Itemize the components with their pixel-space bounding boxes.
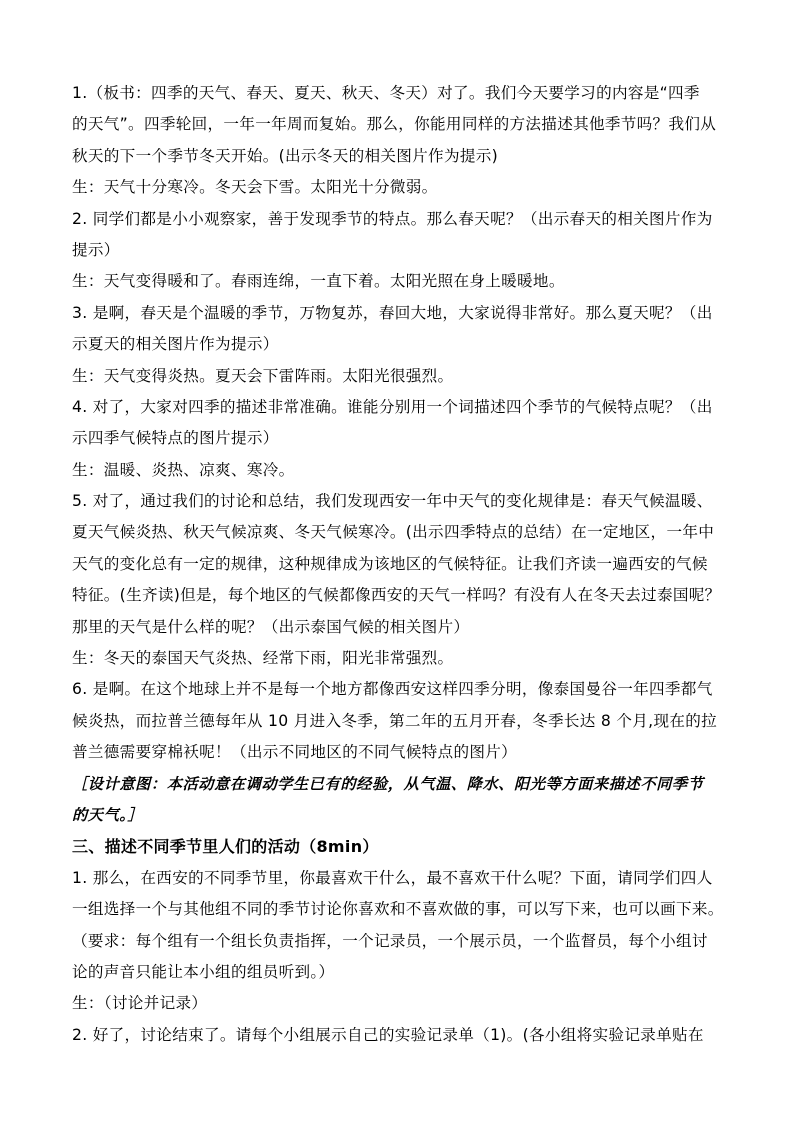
text-line: 生：天气十分寒冷。冬天会下雪。太阳光十分微弱。: [72, 178, 438, 197]
text-line: 秋天的下一个季节冬天开始。(出示冬天的相关图片作为提示): [72, 146, 499, 165]
document-page: [72, 78, 724, 1051]
section-heading: 三、描述不同季节里人们的活动（8min）: [72, 837, 379, 857]
text-line: 普兰德需要穿棉袄呢！（出示不同地区的不同气候特点的图片）: [72, 743, 518, 762]
text-line: 生：冬天的泰国天气炎热、经常下雨，阳光非常强烈。: [72, 649, 454, 668]
text-line: 生：天气变得暖和了。春雨连绵，一直下着。太阳光照在身上暖暖地。: [72, 272, 565, 291]
text-line: 提示）: [72, 240, 120, 259]
text-line: 5. 对了，通过我们的讨论和总结，我们发现西安一年中天气的变化规律是：春天气候温暖、: [72, 492, 713, 511]
text-line: 论的声音只能让本小组的组员听到。）: [72, 962, 335, 981]
design-note: [72, 769, 724, 832]
design-note-line: 的天气。］: [72, 805, 144, 824]
text-line: 天气的变化总有一定的规律，这种规律成为该地区的气候特征。让我们齐读一遍西安的气候: [72, 554, 708, 573]
text-line: 6. 是啊。在这个地球上并不是每一个地方都像西安这样四季分明，像泰国曼谷一年四季都气: [72, 680, 713, 699]
design-note-line: ［设计意图：本活动意在调动学生已有的经验，从气温、降水、阳光等方面来描述不同季节: [72, 774, 704, 793]
text-line: 示夏天的相关图片作为提示）: [72, 335, 279, 354]
section-body: [72, 863, 724, 1051]
text-line: 生：（讨论并记录）: [72, 994, 208, 1013]
text-line: 2. 好了，讨论结束了。请每个小组展示自己的实验记录单（1)。(各小组将实验记录单贴在: [72, 1025, 704, 1044]
text-line: 示四季气候特点的图片提示）: [72, 429, 279, 448]
text-line: 生：温暖、炎热、凉爽、寒冷。: [72, 460, 295, 479]
text-line: 一组选择一个与其他组不同的季节讨论你喜欢和不喜欢做的事，可以写下来，也可以画下来。: [72, 900, 724, 919]
text-line: 4. 对了，大家对四季的描述非常准确。谁能分别用一个词描述四个季节的气候特点呢？（出: [72, 397, 713, 416]
body-text: [72, 78, 724, 769]
text-line: 那里的天气是什么样的呢？（出示泰国气候的相关图片）: [72, 617, 470, 636]
text-line: 3. 是啊，春天是个温暖的季节，万物复苏，春回大地，大家说得非常好。那么夏天呢？（出: [72, 303, 713, 322]
text-line: （要求：每个组有一个组长负责指挥，一个记录员，一个展示员，一个监督员，每个小组讨: [72, 931, 708, 950]
text-line: 的天气”。四季轮回，一年一年周而复始。那么，你能用同样的方法描述其他季节吗？我们从: [72, 115, 717, 134]
text-line: 1.（板书：四季的天气、春天、夏天、秋天、冬天）对了。我们今天要学习的内容是“四季: [72, 84, 700, 102]
text-line: 1. 那么，在西安的不同季节里，你最喜欢干什么，最不喜欢干什么呢？下面，请同学们四人: [72, 868, 713, 887]
text-line: 2. 同学们都是小小观察家，善于发现季节的特点。那么春天呢？（出示春天的相关图片作为: [72, 209, 713, 228]
text-line: 生：天气变得炎热。夏天会下雷阵雨。太阳光很强烈。: [72, 366, 454, 385]
text-line: 特征。(生齐读)但是，每个地区的气候都像西安的天气一样吗？有没有人在冬天去过泰国呢？: [72, 586, 721, 605]
text-line: 夏天气候炎热、秋天气候凉爽、冬天气候寒冷。(出示四季特点的总结）在一定地区，一年中: [72, 523, 715, 542]
text-line: 候炎热，而拉普兰德每年从 10 月进入冬季，第二年的五月开春，冬季长达 8 个月,现在的拉: [72, 711, 718, 730]
